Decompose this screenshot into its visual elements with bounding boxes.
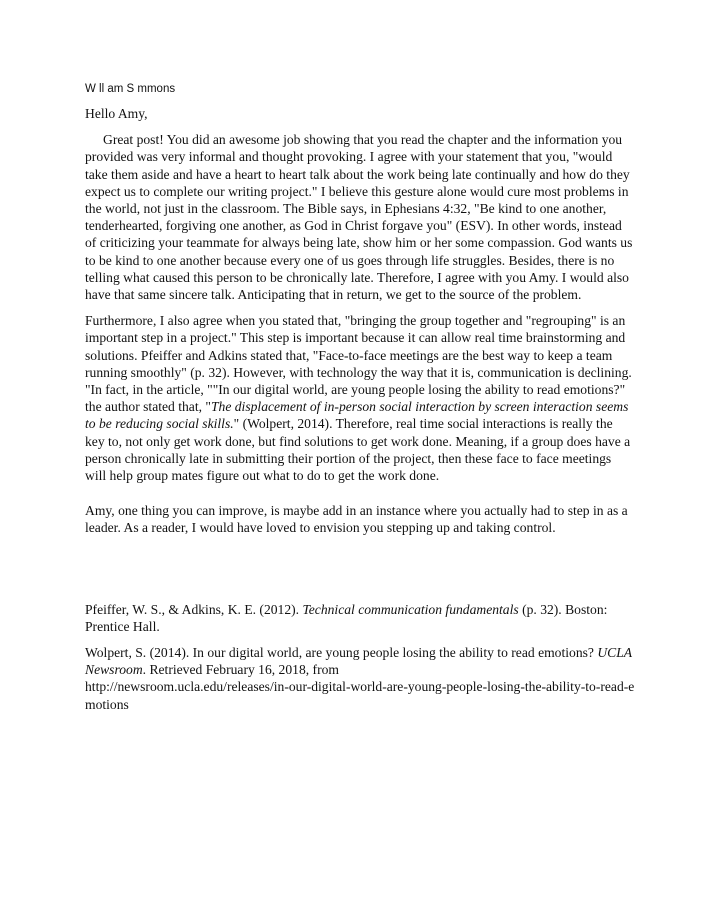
paragraph-2-text-before-quote: Furthermore, I also agree when you stated that, "bringing the group together and "regrouping" is an important step in a project." This step is important because it can allow real time brainstorming and solutions. Pfeiffer and Adkins stated that, "Face-to-face meetings are the best way to keep a team running smoothly" (p. 32). However, with technology the way that it is, communication is declining. "In fact, in the article, ""In our digital world, are young people losing the ability to read emotions?" the author stated that, " (85, 313, 632, 415)
greeting: Hello Amy, (85, 106, 148, 121)
paragraph-2-italic-quote: The displacement of in-person social interaction by screen interaction seems to be reducing social skills. (85, 399, 629, 432)
reference-2-url: http://newsroom.ucla.edu/releases/in-our-digital-world-are-young-people-losing-the-ability-to-read-emotions (85, 679, 635, 712)
reference-1-title: Technical communication fundamentals (302, 601, 519, 617)
reference-1-publisher: (p. 32). Boston: Prentice Hall. (85, 601, 608, 634)
paragraph-2-text-after-quote: " (Wolpert, 2014). Therefore, real time social interactions is really the key to, not only get work done, but find solutions to get work done. Meaning, if a group does have a person chronically late in submitting their portion of the project, then these face to face meetings will help group mates figure out what to do to get the work done. (85, 416, 631, 484)
reference-2-source: UCLA Newsroom (85, 645, 632, 678)
reference-wolpert (85, 644, 635, 713)
reference-pfeiffer (85, 601, 635, 635)
references-section (85, 601, 635, 713)
body-paragraph-3: Amy, one thing you can improve, is maybe add in an instance where you actually had to step in as a leader. As a reader, I would have loved to envision you stepping up and taking control. (85, 503, 628, 536)
body-paragraph-2 (85, 312, 635, 484)
reference-2-retrieved: . Retrieved February 16, 2018, from (142, 662, 339, 678)
author-name: W ll am S mmons (85, 83, 176, 95)
body-paragraph-1: Great post! You did an awesome job showing that you read the chapter and the information you provided was very informal and thought provoking. I agree with your statement that you, "would take them aside and have a heart to heart talk about the work being late continually and how do they expect us to complete our writing project." I believe this gesture alone would cure most problems in the world, not just in the classroom. The Bible says, in Ephesians 4:32, "Be kind to one another, tenderhearted, forgiving one another, as God in Christ forgave you" (ESV). In other words, instead of criticizing your teammate for always being late, show him or her some compassion. God wants us to be kind to one another because every one of us goes through life struggles. Besides, there is no telling what caused this person to be chronically late. Therefore, I agree with you Amy. I would also have that same sincere talk. Anticipating that in return, we get to the source of the problem. (85, 132, 633, 303)
reference-2-authors-title: Wolpert, S. (2014). In our digital world, are young people losing the ability to read emotions? (85, 645, 598, 661)
document-page (85, 82, 635, 722)
reference-1-authors: Pfeiffer, W. S., & Adkins, K. E. (2012). (85, 601, 303, 617)
